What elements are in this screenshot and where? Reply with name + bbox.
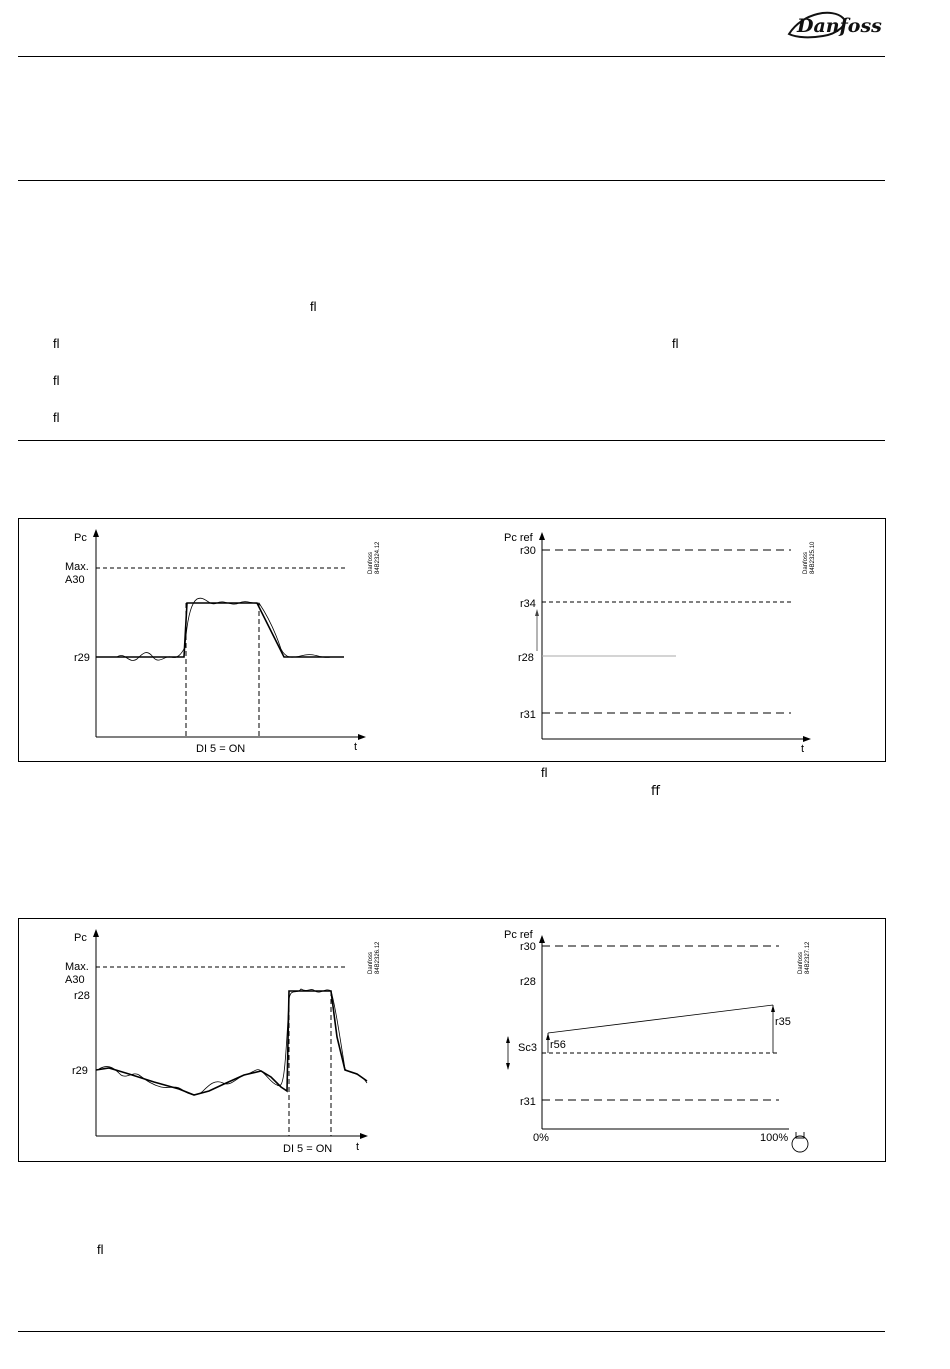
y-axis-label: Pc — [74, 932, 87, 944]
r35-arrow — [771, 1005, 775, 1012]
brand-text: Danfoss — [797, 15, 882, 37]
drawing-code: 84B2325.10 — [810, 541, 816, 574]
x-axis-arrow — [358, 734, 366, 740]
y-axis-arrow — [93, 929, 99, 937]
x-axis-arrow — [803, 736, 811, 742]
pc-actual-curve — [117, 598, 331, 660]
drawing-code: 84B2326.12 — [375, 941, 381, 974]
sc3-arrow-up — [506, 1036, 510, 1043]
y-axis-arrow — [93, 529, 99, 537]
pc-ref-slope — [548, 1005, 773, 1033]
drawing-code: Danfoss — [798, 951, 804, 974]
caption-glyph: ﬂ — [541, 765, 548, 780]
r56-label: r56 — [550, 1039, 566, 1051]
drawing-code: 84B2327.12 — [805, 941, 811, 974]
header-rule — [18, 56, 885, 57]
r29-label: r29 — [72, 1065, 88, 1077]
r35-label: r35 — [775, 1016, 791, 1028]
figure-2-right-chart — [504, 929, 811, 1152]
a30-label: A30 — [65, 974, 85, 986]
r30-label: r30 — [520, 545, 536, 557]
body-glyph: ﬂ — [53, 373, 60, 388]
r34-label: r34 — [520, 598, 536, 610]
figure-1-right-chart — [504, 532, 816, 755]
r29-label: r29 — [74, 652, 90, 664]
drawing-code: 84B2324.12 — [375, 541, 381, 574]
x-axis-label: t — [356, 1141, 360, 1153]
pc-reference-curve — [96, 991, 367, 1095]
pc-reference-curve — [96, 603, 344, 657]
y-axis-label: Pc ref — [504, 532, 533, 544]
body-glyph: ﬂ — [53, 410, 60, 425]
figure-2-left-chart — [65, 929, 381, 1155]
max-label: Max. — [65, 561, 89, 573]
max-label: Max. — [65, 961, 89, 973]
y-axis-label: Pc ref — [504, 929, 533, 941]
x-end-label: 100% — [760, 1132, 789, 1144]
footer-rule — [18, 1331, 885, 1332]
x-axis-arrow — [360, 1133, 368, 1139]
body-glyph: ﬂ — [53, 336, 60, 351]
x-axis-label: t — [801, 743, 805, 755]
sc3-label: Sc3 — [518, 1042, 537, 1054]
drawing-code: Danfoss — [368, 551, 374, 574]
body-glyph: ﬂ — [310, 299, 317, 314]
sc3-arrow-down — [506, 1063, 510, 1070]
figure-1-panel — [18, 518, 886, 762]
pc-actual-curve — [99, 989, 367, 1095]
r30-label: r30 — [520, 941, 536, 953]
section-rule — [18, 440, 885, 441]
offset-arrow-head — [535, 609, 539, 616]
danfoss-logo — [783, 4, 883, 44]
body-glyph: ﬂ — [97, 1242, 104, 1257]
di-label: DI 5 = ON — [283, 1143, 333, 1155]
drawing-code: Danfoss — [368, 951, 374, 974]
r28-label: r28 — [74, 990, 90, 1002]
section-rule — [18, 180, 885, 181]
r31-label: r31 — [520, 1096, 536, 1108]
y-axis-arrow — [539, 532, 545, 540]
r31-label: r31 — [520, 709, 536, 721]
y-axis-label: Pc — [74, 532, 87, 544]
caption-glyph: ﬀ — [651, 783, 660, 798]
x-axis-label: t — [354, 741, 358, 753]
drawing-code: Danfoss — [803, 551, 809, 574]
body-glyph: ﬂ — [672, 336, 679, 351]
di-label: DI 5 = ON — [196, 743, 246, 755]
figure-1-left-chart — [65, 529, 381, 755]
x-start-label: 0% — [533, 1132, 549, 1144]
y-axis-arrow — [539, 935, 545, 943]
a30-label: A30 — [65, 574, 85, 586]
figure-2-panel — [18, 918, 886, 1162]
r28-label: r28 — [520, 976, 536, 988]
r28-label: r28 — [518, 652, 534, 664]
